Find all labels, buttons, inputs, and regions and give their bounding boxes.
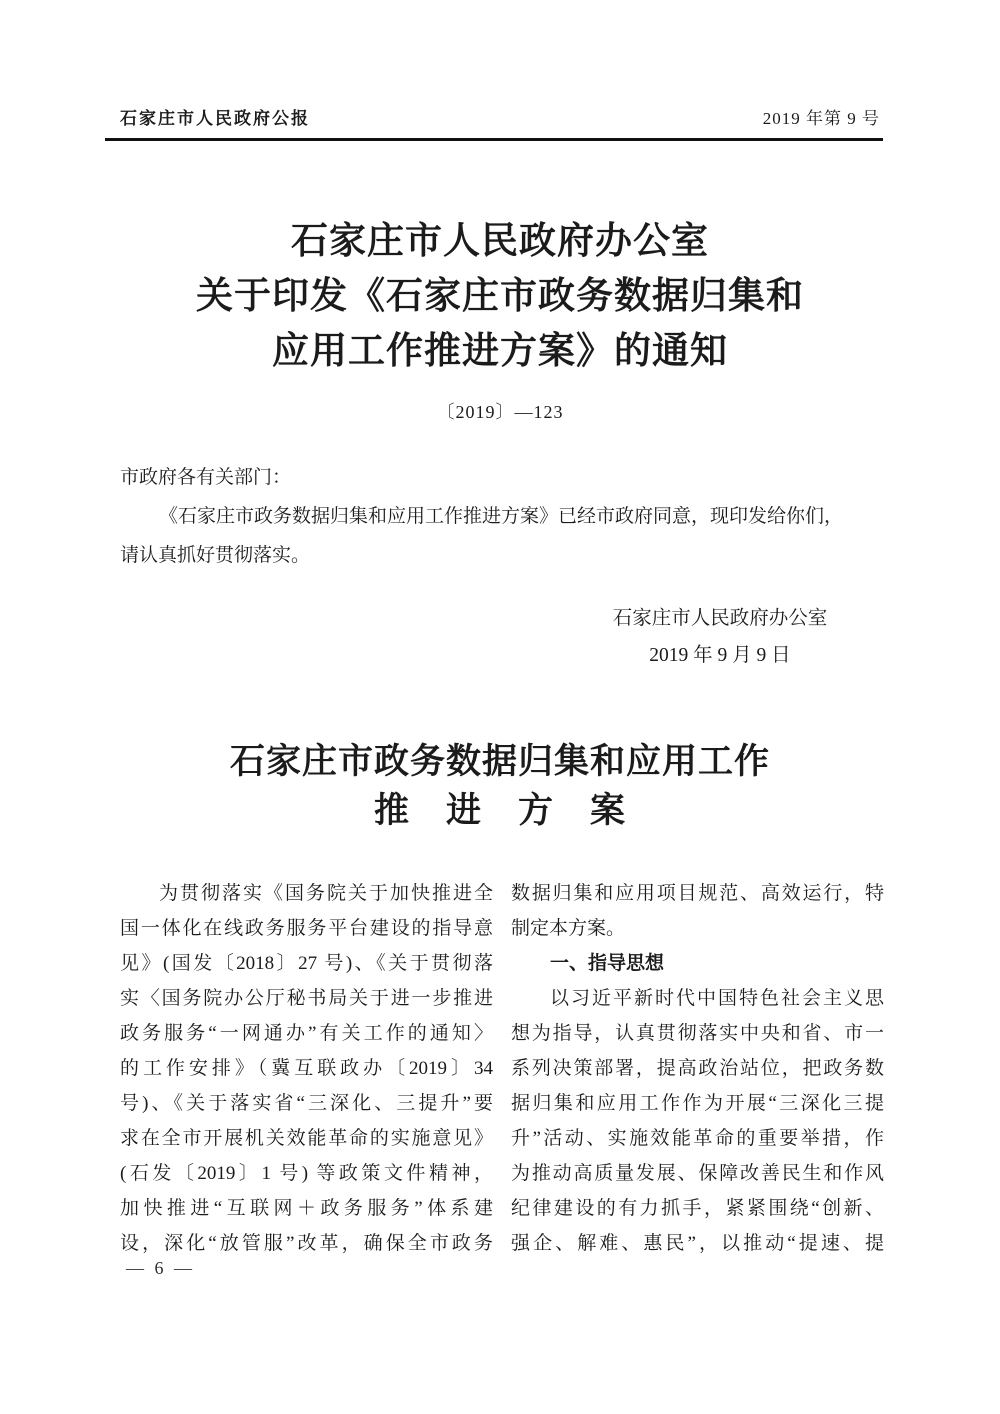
text-line: 见》(国发〔2018〕27 号)、《关于贯彻落 <box>120 953 493 974</box>
sign-date: 2019 年 9 月 9 日 <box>649 645 791 666</box>
text-line: 系列决策部署，提高政治站位，把政务数 <box>511 1058 884 1079</box>
text-line: 数据归集和应用项目规范、高效运行，特 <box>511 883 884 904</box>
text-line: 加快推进“互联网＋政务服务”体系建 <box>120 1198 493 1219</box>
signer-name: 石家庄市人民政府办公室 <box>612 608 828 629</box>
text-line: 为贯彻落实《国务院关于加快推进全 <box>159 883 493 904</box>
text-line: 设，深化“放管服”改革，确保全市政务 <box>120 1233 493 1254</box>
text-line: 为推动高质量发展、保障改善民生和作风 <box>511 1163 884 1184</box>
text-line: 号)、《关于落实省“三深化、三提升”要 <box>120 1093 493 1114</box>
text-line: 纪律建设的有力抓手，紧紧围绕“创新、 <box>511 1198 884 1219</box>
plan-body <box>120 876 884 1261</box>
text-line: 实〈国务院办公厅秘书局关于进一步推进 <box>120 988 493 1009</box>
notice-title-line: 应用工作推进方案》的通知 <box>272 331 728 372</box>
text-line: (石发〔2019〕1 号) 等政策文件精神， <box>120 1163 493 1184</box>
plan-title-line: 石家庄市政务数据归集和应用工作 <box>229 742 770 781</box>
notice-title-line: 石家庄市人民政府办公室 <box>291 221 709 262</box>
body-line: 《石家庄市政务数据归集和应用工作推进方案》已经市政府同意，现印发给你们， <box>159 506 844 527</box>
text-line: 以习近平新时代中国特色社会主义思 <box>550 988 884 1009</box>
notice-body <box>120 458 884 575</box>
notice-title <box>0 214 1000 379</box>
header-rule <box>105 138 883 141</box>
signature-block <box>555 600 885 674</box>
salutation: 市政府各有关部门： <box>120 467 292 488</box>
section-heading: 一、指导思想 <box>550 953 665 974</box>
text-line: 国一体化在线政务服务平台建设的指导意 <box>120 918 493 939</box>
text-line: 升”活动、实施效能革命的重要举措，作 <box>511 1128 884 1149</box>
text-line: 强企、解难、惠民”，以推动“提速、提 <box>511 1233 884 1254</box>
text-line: 制定本方案。 <box>511 918 626 939</box>
page-number: — 6 — <box>126 1258 195 1278</box>
plan-title-line: 推 进 方 案 <box>373 791 626 830</box>
plan-title <box>0 737 1000 835</box>
right-column <box>511 876 884 1261</box>
notice-title-line: 关于印发《石家庄市政务数据归集和 <box>196 276 804 317</box>
text-line: 的工作安排》（冀互联政办〔2019〕34 <box>120 1058 493 1079</box>
text-line: 求在全市开展机关效能革命的实施意见》 <box>120 1128 493 1149</box>
text-line: 政务服务“一网通办”有关工作的通知〉 <box>120 1023 493 1044</box>
gazette-name: 石家庄市人民政府公报 <box>120 109 310 128</box>
left-column <box>120 876 493 1261</box>
body-line: 请认真抓好贯彻落实。 <box>120 545 311 566</box>
doc-number: 〔2019〕—123 <box>436 402 564 422</box>
text-line: 想为指导，认真贯彻落实中央和省、市一 <box>511 1023 884 1044</box>
text-line: 据归集和应用工作作为开展“三深化三提 <box>511 1093 884 1114</box>
issue-number: 2019 年第 9 号 <box>762 109 880 128</box>
